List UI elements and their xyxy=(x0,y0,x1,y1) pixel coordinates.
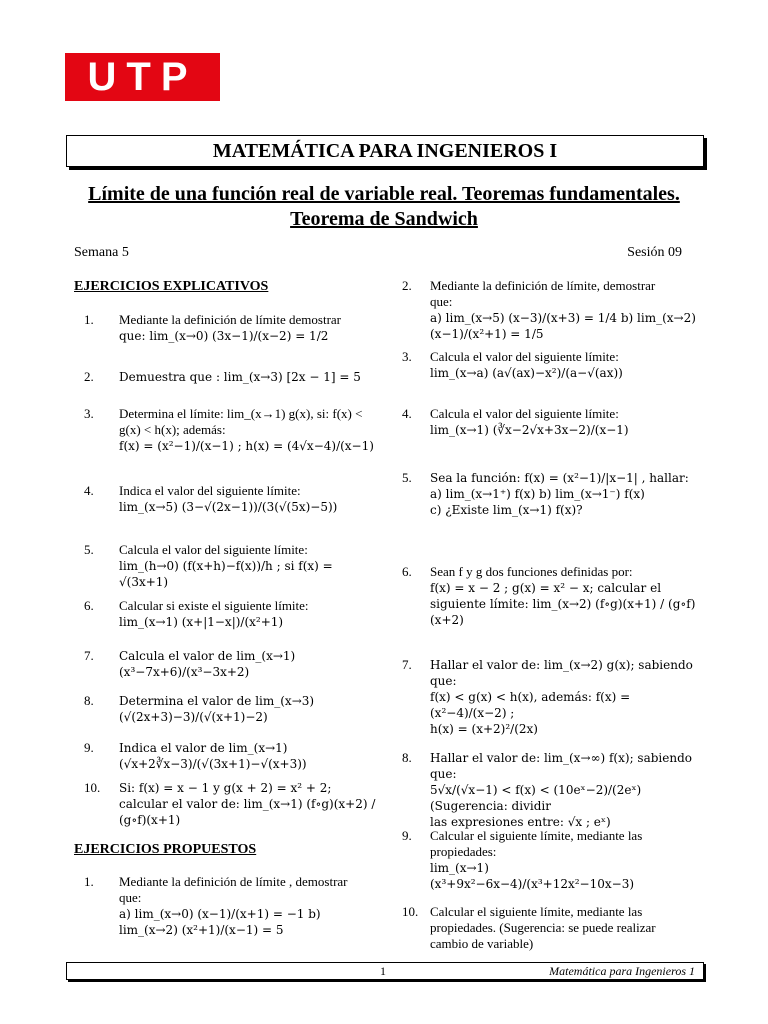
item-math: lim_(h→0) (f(x+h)−f(x))/h ; si f(x) = √(3x+1) xyxy=(119,559,333,589)
item-number: 7. xyxy=(84,648,94,663)
list-item xyxy=(84,740,376,771)
item-number: 3. xyxy=(402,349,412,364)
list-item xyxy=(402,828,694,891)
item-number: 9. xyxy=(84,740,94,755)
item-math: Calcula el valor de lim_(x→1) (x³−7x+6)/(x³−3x+2) xyxy=(119,649,296,679)
item-text: propiedades: xyxy=(430,844,497,859)
item-math: h(x) = (x+2)²/(2x) xyxy=(430,722,538,736)
list-item xyxy=(84,780,376,827)
item-math: f(x) = x − 2 ; g(x) = x² − x; calcular el xyxy=(430,581,662,595)
item-text: Mediante la definición de límite, demostrar xyxy=(430,278,656,293)
list-item xyxy=(84,874,376,937)
item-math: calcular el valor de: lim_(x→1) (f∘g)(x+2) / (g∘f)(x+1) xyxy=(119,797,376,827)
item-math: Hallar el valor de: lim_(x→2) g(x); sabiendo que: xyxy=(430,658,693,688)
item-math: f(x) < g(x) < h(x), además: f(x) = (x²−4)/(x−2) ; xyxy=(430,690,631,720)
list-item xyxy=(402,750,694,829)
item-text: Calcula el valor del siguiente límite: xyxy=(430,349,619,364)
section-heading-explicativos: EJERCICIOS EXPLICATIVOS xyxy=(74,279,269,294)
item-text: Indica el valor del siguiente límite: xyxy=(119,483,301,498)
item-number: 5. xyxy=(402,470,412,485)
item-text: que: xyxy=(119,890,142,905)
item-math: f(x) = (x²−1)/(x−1) ; h(x) = (4√x−4)/(x−1) xyxy=(119,439,374,453)
list-item xyxy=(402,278,696,341)
item-number: 4. xyxy=(402,406,412,421)
week-label: Semana 5 xyxy=(74,245,129,260)
page-footer xyxy=(66,962,704,980)
item-text: propiedades. (Sugerencia: se puede realizar xyxy=(430,920,656,935)
item-number: 3. xyxy=(84,406,94,421)
item-number: 4. xyxy=(84,483,94,498)
list-item xyxy=(84,693,376,724)
item-math: c) ¿Existe lim_(x→1) f(x)? xyxy=(430,503,583,517)
list-item xyxy=(402,904,694,954)
list-item xyxy=(402,657,694,737)
list-item xyxy=(402,349,694,389)
item-number: 6. xyxy=(84,598,94,613)
item-text: Mediante la definición de límite , demostrar xyxy=(119,874,348,889)
item-text: Calcular el siguiente límite, mediante las xyxy=(430,828,643,843)
item-math: Indica el valor de lim_(x→1) (√x+2∛x−3)/(√(3x+1)−√(x+3)) xyxy=(119,741,307,771)
item-text: Calcula el valor del siguiente límite: xyxy=(430,406,619,421)
item-number: 8. xyxy=(84,693,94,708)
course-title: MATEMÁTICA PARA INGENIEROS I xyxy=(66,135,704,167)
item-math: Determina el valor de lim_(x→3) (√(2x+3)−3)/(√(x+1)−2) xyxy=(119,694,315,724)
item-math: Sea la función: f(x) = (x²−1)/|x−1| , hallar: xyxy=(430,471,689,485)
item-math: a) lim_(x→5) (x−3)/(x+3) = 1/4 b) lim_(x→2) (x−1)/(x²+1) = 1/5 xyxy=(430,311,696,341)
item-math: a) lim_(x→1⁺) f(x) b) lim_(x→1⁻) f(x) xyxy=(430,487,645,501)
list-item xyxy=(402,406,694,446)
item-number: 10. xyxy=(402,904,419,919)
item-number: 1. xyxy=(84,874,94,889)
list-item xyxy=(84,542,376,589)
item-math: lim_(x→1) (∛x−2√x+3x−2)/(x−1) xyxy=(430,423,629,437)
item-number: 1. xyxy=(84,312,94,327)
item-number: 7. xyxy=(402,657,412,672)
list-item xyxy=(84,312,376,352)
item-math: Hallar el valor de: lim_(x→∞) f(x); sabiendo que: xyxy=(430,751,692,781)
item-text: Sean f y g dos funciones definidas por: xyxy=(430,564,633,579)
item-math: lim_(x→5) (3−√(2x−1))/(3(√(5x)−5)) xyxy=(119,500,338,514)
page-number: 1 xyxy=(380,964,386,978)
item-math: lim_(x→1) (x+|1−x|)/(x²+1) xyxy=(119,615,284,629)
item-text: que: xyxy=(430,294,453,309)
item-number: 9. xyxy=(402,828,412,843)
item-number: 8. xyxy=(402,750,412,765)
item-text: Mediante la definición de límite demostrar xyxy=(119,312,342,327)
item-text: Calcular el siguiente límite, mediante las xyxy=(430,904,643,919)
item-text: Determina el límite: lim_(x→1) g(x), si: f(x) < g(x) < h(x); además: xyxy=(119,406,363,437)
item-math: lim_(x→a) (a√(ax)−x²)/(a−√(ax)) xyxy=(430,366,623,380)
list-item xyxy=(84,483,376,527)
item-math: a) lim_(x→0) (x−1)/(x+1) = −1 b) lim_(x→2) (x²+1)/(x−1) = 5 xyxy=(119,907,321,937)
item-math: 5√x/(√x−1) < f(x) < (10eˣ−2)/(2eˣ) (Sugerencia: dividir xyxy=(430,783,642,813)
session-label: Sesión 09 xyxy=(627,245,682,260)
item-number: 2. xyxy=(402,278,412,293)
item-math: que: lim_(x→0) (3x−1)/(x−2) = 1/2 xyxy=(119,329,329,343)
item-number: 2. xyxy=(84,369,94,384)
item-text: Calcula el valor del siguiente límite: xyxy=(119,542,308,557)
list-item xyxy=(84,406,376,466)
item-math: siguiente límite: lim_(x→2) (f∘g)(x+1) / (g∘f)(x+2) xyxy=(430,597,696,627)
utp-logo: UTP xyxy=(65,53,220,101)
list-item xyxy=(84,369,376,389)
item-math: Demuestra que : lim_(x→3) [2x − 1] = 5 xyxy=(119,370,361,384)
section-heading-propuestos: EJERCICIOS PROPUESTOS xyxy=(74,842,257,857)
item-text: Calcular si existe el siguiente límite: xyxy=(119,598,309,613)
footer-title: Matemática para Ingenieros 1 xyxy=(549,964,695,978)
list-item xyxy=(402,470,694,530)
item-math: Si: f(x) = x − 1 y g(x + 2) = x² + 2; xyxy=(119,781,332,795)
item-number: 6. xyxy=(402,564,412,579)
list-item xyxy=(84,648,376,679)
item-number: 5. xyxy=(84,542,94,557)
page-subtitle: Límite de una función real de variable real. Teoremas fundamentales. Teorema de Sandwich xyxy=(88,183,680,230)
item-number: 10. xyxy=(84,780,101,795)
item-math: las expresiones entre: √x ; eˣ) xyxy=(430,815,611,829)
item-text: cambio de variable) xyxy=(430,936,534,951)
list-item xyxy=(84,598,376,638)
list-item xyxy=(402,564,696,627)
item-math: lim_(x→1) (x³+9x²−6x−4)/(x³+12x²−10x−3) xyxy=(430,861,635,891)
